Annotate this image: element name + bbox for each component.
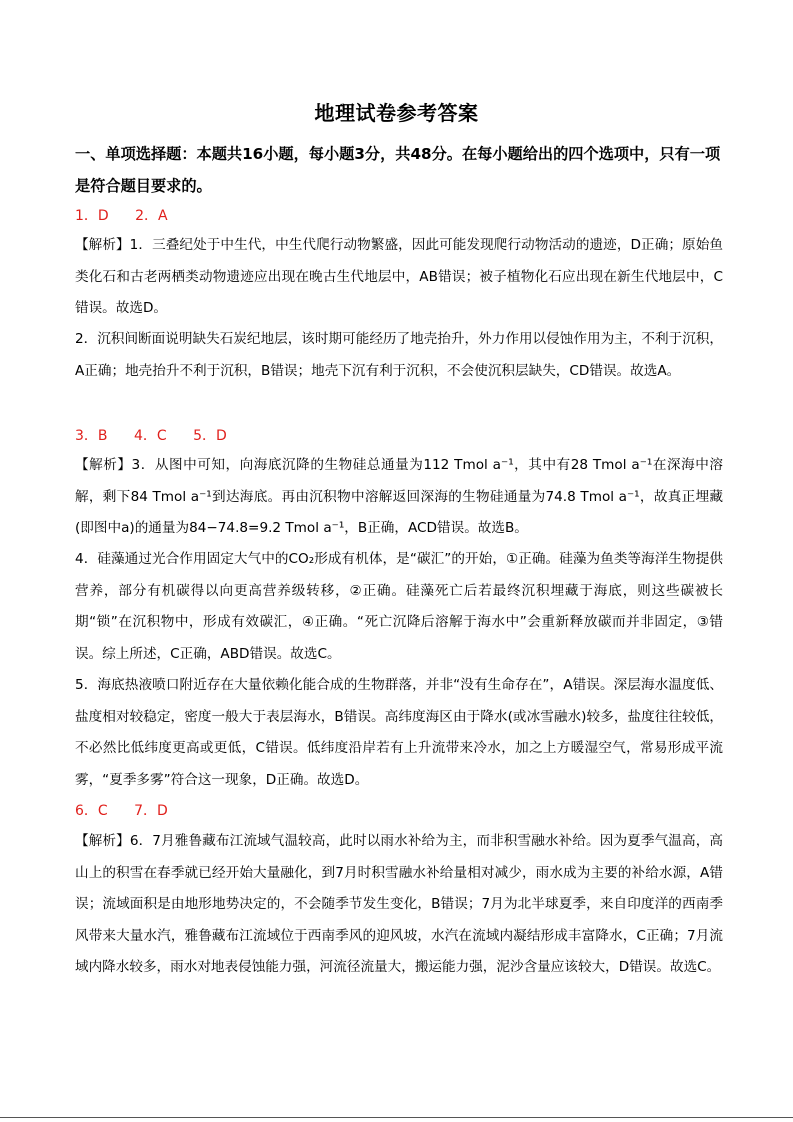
analysis-paragraph: 2．沉积间断面说明缺失石炭纪地层，该时期可能经历了地壳抬升，外力作用以侵蚀作用为主，不利于沉积，A正确；地壳抬升不利于沉积，B错误；地壳下沉有利于沉积，不会使沉积层缺失，CD错误。故选A。 [75, 331, 723, 379]
answer-item: 4．C [133, 428, 167, 444]
answer-group-2 [75, 425, 249, 445]
analysis-paragraph: 【解析】3．从图中可知，向海底沉降的生物硅总通量为112 Tmol a⁻¹，其中有28 Tmol a⁻¹在深海中溶解，剩下84 Tmol a⁻¹到达海底。再由沉积物中溶解返回深海的生物硅通量为74.8 Tmol a⁻¹，故真正埋藏(即图中a)的通量为84−74.8=9.2 Tmol a⁻¹，B正确，ACD错误。故选B。 [75, 457, 723, 536]
answer-group-3 [75, 800, 190, 820]
section-heading: 一、单项选择题：本题共16小题，每小题3分，共48分。在每小题给出的四个选项中，只有一项是符合题目要求的。 [75, 145, 721, 195]
answer-item: 5．D [193, 428, 227, 444]
answer-item: 6．C [75, 803, 108, 819]
analysis-paragraph: 【解析】6．7月雅鲁藏布江流域气温较高，此时以雨水补给为主，而非积雪融水补给。因为夏季气温高，高山上的积雪在春季就已经开始大量融化，到7月时积雪融水补给量相对减少，雨水成为主要的补给水源，A错误；流域面积是由地形地势决定的，不会随季节发生变化，B错误；7月为北半球夏季，来自印度洋的西南季风带来大量水汽，雅鲁藏布江流域位于西南季风的迎风坡，水汽在流域内凝结形成丰富降水，C正确；7月流域内降水较多，雨水对地表侵蚀能力强，河流径流量大，搬运能力强，泥沙含量应该较大，D错误。故选C。 [75, 833, 723, 975]
analysis-paragraph: 5．海底热液喷口附近存在大量依赖化能合成的生物群落，并非“没有生命存在”，A错误。深层海水温度低、盐度相对较稳定，密度一般大于表层海水，B错误。高纬度海区由于降水(或冰雪融水)较多，盐度往往较低，不必然比低纬度更高或更低，C错误。低纬度沿岸若有上升流带来冷水，加之上方暖湿空气，常易形成平流雾，“夏季多雾”符合这一现象，D正确。故选D。 [75, 677, 723, 788]
page-title: 地理试卷参考答案 [314, 101, 479, 125]
analysis-paragraph: 【解析】1．三叠纪处于中生代，中生代爬行动物繁盛，因此可能发现爬行动物活动的遗迹，D正确；原始鱼类化石和古老两栖类动物遗迹应出现在晚古生代地层中，AB错误；被子植物化石应出现在新生代地层中，C错误。故选D。 [75, 237, 723, 316]
answer-group-1 [75, 205, 190, 225]
answer-item: 2．A [135, 208, 168, 224]
answer-item: 3．B [75, 428, 108, 444]
answer-item: 1．D [75, 208, 109, 224]
answer-item: 7．D [134, 803, 168, 819]
page-bottom-divider [0, 1117, 793, 1118]
analysis-paragraph: 4．硅藻通过光合作用固定大气中的CO₂形成有机体，是“碳汇”的开始，①正确。硅藻为鱼类等海洋生物提供营养，部分有机碳得以向更高营养级转移，②正确。硅藻死亡后若最终沉积埋藏于海底，则这些碳被长期“锁”在沉积物中，形成有效碳汇，④正确。“死亡沉降后溶解于海水中”会重新释放碳而并非固定，③错误。综上所述，C正确，ABD错误。故选C。 [75, 551, 723, 662]
